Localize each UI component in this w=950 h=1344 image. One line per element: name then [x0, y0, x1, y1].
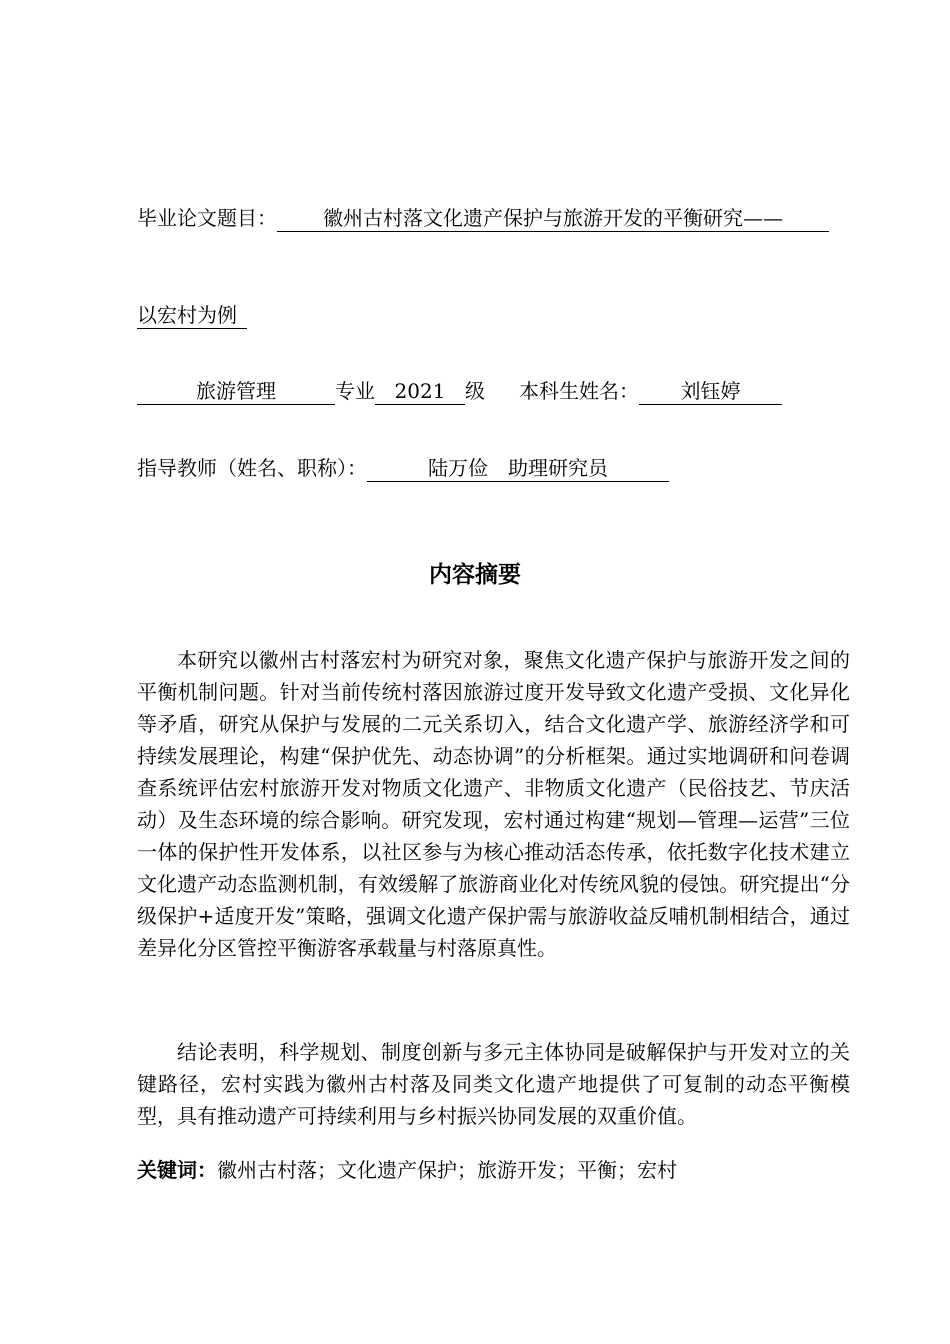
advisor-value: 陆万俭 助理研究员: [367, 455, 669, 482]
major-line: [137, 376, 782, 406]
student-name: 刘钰婷: [639, 378, 782, 405]
thesis-title-part2: 以宏村为例: [137, 302, 247, 329]
abstract-paragraph-2: 结论表明，科学规划、制度创新与多元主体协同是破解保护与开发对立的关键路径，宏村实践为徽州古村落及同类文化遗产地提供了可复制的动态平衡模型，具有推动遗产可持续利用与乡村振兴协同发展的双重价值。: [137, 1040, 850, 1128]
thesis-title-line-2: [137, 300, 247, 330]
keywords-value: 徽州古村落；文化遗产保护；旅游开发；平衡；宏村: [217, 1158, 677, 1182]
keywords-line: [137, 1154, 677, 1183]
keywords-label: 关键词：: [137, 1158, 217, 1182]
abstract-heading: 内容摘要: [429, 562, 521, 588]
thesis-title-line: [137, 203, 829, 233]
thesis-title-label: 毕业论文题目：: [137, 206, 277, 230]
advisor-label: 指导教师（姓名、职称）：: [137, 456, 367, 480]
abstract-paragraph-1: 本研究以徽州古村落宏村为研究对象，聚焦文化遗产保护与旅游开发之间的平衡机制问题。针对当前传统村落因旅游过度开发导致文化遗产受损、文化异化等矛盾，研究从保护与发展的二元关系切入，结合文化遗产学、旅游经济学和可持续发展理论，构建“保护优先、动态协调”的分析框架。通过实地调研和问卷调查系统评估宏村旅游开发对物质文化遗产、非物质文化遗产（民俗技艺、节庆活动）及生态环境的综合影响。研究发现，宏村通过构建“规划—管理—运营”三位一体的保护性开发体系，以社区参与为核心推动活态传承，依托数字化技术建立文化遗产动态监测机制，有效缓解了旅游商业化对传统风貌的侵蚀。研究提出“分级保护+适度开发”策略，强调文化遗产保护需与旅游收益反哺机制相结合，通过差异化分区管控平衡游客承载量与村落原真性。: [137, 648, 850, 960]
year-value: 2021: [375, 378, 465, 405]
advisor-line: [137, 453, 669, 483]
student-label: 本科生姓名：: [519, 379, 639, 403]
year-label: 级: [465, 379, 485, 403]
major-label: 专业: [335, 379, 375, 403]
major-value: 旅游管理: [137, 378, 335, 405]
thesis-title-part1: 徽州古村落文化遗产保护与旅游开发的平衡研究——: [277, 205, 829, 232]
